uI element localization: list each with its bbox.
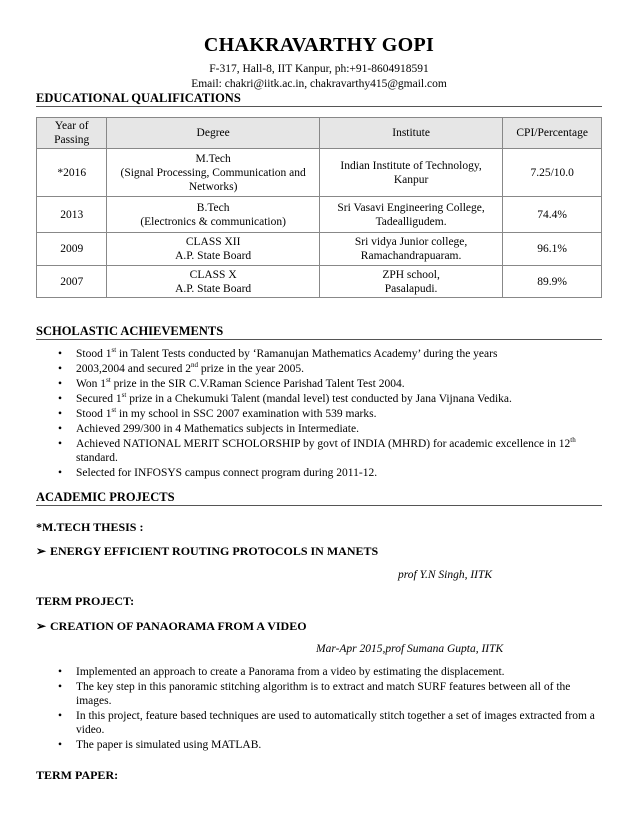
thesis-label: *M.TECH THESIS :	[36, 520, 144, 534]
arrow-bullet-icon: ➢	[36, 544, 47, 558]
education-heading: EDUCATIONAL QUALIFICATIONS	[36, 91, 241, 105]
list-item: • 2003,2004 and secured 2nd prize in the year 2005.	[58, 361, 304, 375]
education-table	[36, 117, 602, 298]
bullet-icon: •	[58, 348, 63, 360]
scholastic-heading: SCHOLASTIC ACHIEVEMENTS	[36, 324, 224, 338]
list-item: • Implemented an approach to create a Panorama from a video by estimating the displacement.	[58, 666, 505, 678]
list-item: • The paper is simulated using MATLAB.	[58, 739, 262, 751]
column-header-year: Year of Passing	[37, 118, 107, 149]
bullet-icon: •	[58, 378, 63, 390]
bullet-icon: •	[58, 408, 63, 420]
year-cell: 2013	[37, 197, 107, 233]
degree-cell: CLASS X A.P. State Board	[107, 266, 319, 298]
score-cell: 96.1%	[503, 233, 602, 266]
scholastic-list	[56, 347, 602, 481]
year-cell: 2009	[37, 233, 107, 266]
column-header-score: CPI/Percentage	[503, 118, 602, 149]
institute-cell: Sri Vasavi Engineering College, Tadealligudem.	[319, 197, 502, 233]
score-cell: 7.25/10.0	[503, 149, 602, 197]
list-item: • Stood 1st in Talent Tests conducted by ‘Ramanujan Mathematics Academy’ during the years	[58, 346, 498, 360]
bullet-icon: •	[58, 666, 63, 678]
bullet-icon: •	[58, 363, 63, 375]
table-row	[37, 197, 602, 233]
candidate-name: CHAKRAVARTHY GOPI	[203, 34, 435, 56]
bullet-icon: •	[58, 710, 63, 722]
institute-cell: Indian Institute of Technology, Kanpur	[319, 149, 502, 197]
year-cell: 2007	[37, 266, 107, 298]
list-item: • Won 1st prize in the SIR C.V.Raman Science Parishad Talent Test 2004.	[58, 376, 405, 390]
table-row	[37, 149, 602, 197]
thesis-title: ➢ ENERGY EFFICIENT ROUTING PROTOCOLS IN MANETS	[36, 544, 379, 558]
term-project-title: ➢ CREATION OF PANAORAMA FROM A VIDEO	[36, 619, 307, 633]
degree-cell: B.Tech (Electronics & communication)	[107, 197, 319, 233]
table-row	[37, 233, 602, 266]
term-project-guide: Mar-Apr 2015,prof Sumana Gupta, IITK	[316, 643, 504, 655]
table-row	[37, 266, 602, 298]
list-item: • Achieved NATIONAL MERIT SCHOLORSHIP by govt of INDIA (MHRD) for academic excellence in 12th standard.	[58, 436, 576, 464]
term-paper-label: TERM PAPER:	[36, 768, 119, 782]
column-header-institute: Institute	[319, 118, 502, 149]
email-line: Email: chakri@iitk.ac.in, chakravarthy415@gmail.com	[191, 78, 447, 90]
list-item: • Selected for INFOSYS campus connect program during 2011-12.	[58, 467, 378, 479]
bullet-icon: •	[58, 467, 63, 479]
list-item: • Achieved 299/300 in 4 Mathematics subjects in Intermediate.	[58, 423, 359, 435]
bullet-icon: •	[58, 681, 63, 693]
education-header-row	[37, 118, 602, 149]
term-project-label: TERM PROJECT:	[36, 594, 135, 608]
education-rule	[36, 106, 602, 107]
list-item: • The key step in this panoramic stitching algorithm is to extract and match SURF features between all of the images.	[58, 681, 571, 707]
bullet-icon: •	[58, 739, 63, 751]
projects-heading: ACADEMIC PROJECTS	[36, 490, 175, 504]
institute-cell: Sri vidya Junior college, Ramachandrapuaram.	[319, 233, 502, 266]
address-line: F-317, Hall-8, IIT Kanpur, ph:+91-8604918591	[209, 63, 429, 75]
degree-cell: CLASS XII A.P. State Board	[107, 233, 319, 266]
bullet-icon: •	[58, 438, 63, 450]
arrow-bullet-icon: ➢	[36, 619, 47, 633]
scholastic-rule	[36, 339, 602, 340]
column-header-degree: Degree	[107, 118, 319, 149]
degree-cell: M.Tech (Signal Processing, Communication and Networks)	[107, 149, 319, 197]
year-cell: *2016	[37, 149, 107, 197]
score-cell: 89.9%	[503, 266, 602, 298]
term-project-points	[56, 665, 602, 753]
projects-rule	[36, 505, 602, 506]
score-cell: 74.4%	[503, 197, 602, 233]
list-item: • Stood 1st in my school in SSC 2007 examination with 539 marks.	[58, 406, 377, 420]
bullet-icon: •	[58, 423, 63, 435]
thesis-guide: prof Y.N Singh, IITK	[398, 569, 493, 581]
list-item: • In this project, feature based techniques are used to automatically stitch together a set of images extracted from a video.	[58, 710, 595, 736]
list-item: • Secured 1st prize in a Chekumuki Talent (mandal level) test conducted by Jana Vijnana Vedika.	[58, 391, 512, 405]
bullet-icon: •	[58, 393, 63, 405]
institute-cell: ZPH school, Pasalapudi.	[319, 266, 502, 298]
